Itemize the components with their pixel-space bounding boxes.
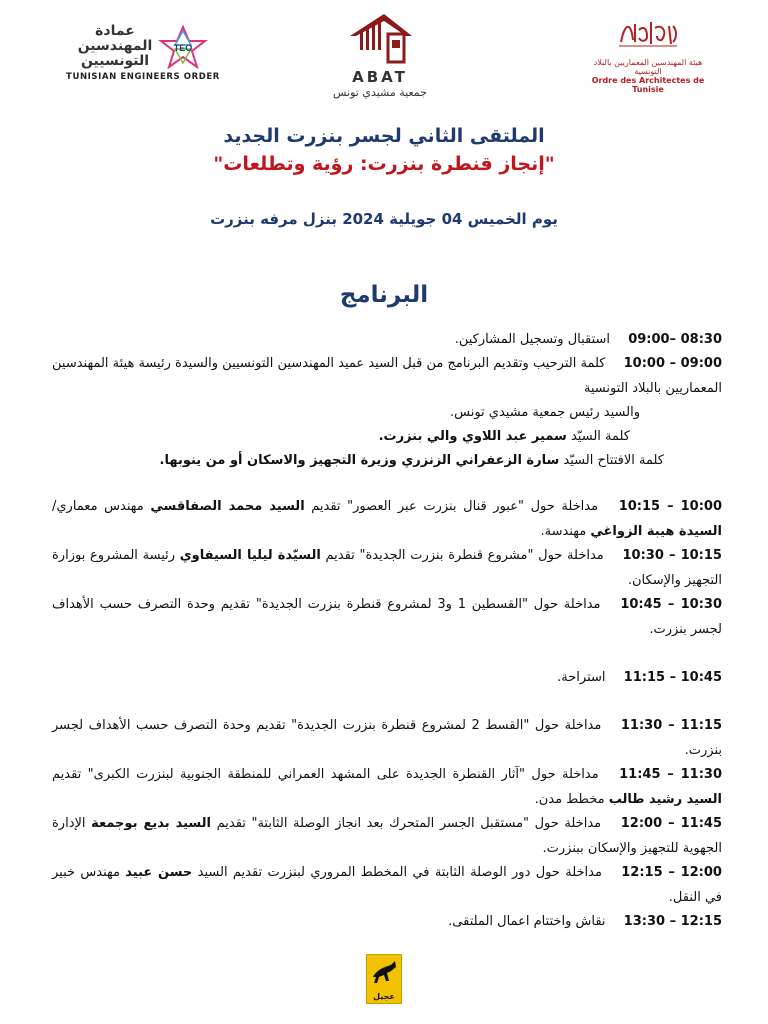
item-time: 11:15 – 11:30	[620, 718, 722, 733]
program-list	[52, 328, 722, 934]
program-item	[52, 666, 722, 690]
architects-calligraphy-icon	[613, 16, 683, 52]
item-text: الإدارة الجهوية للتجهيز والإسكان ببنزرت.	[52, 816, 722, 856]
architects-order-logo	[583, 16, 713, 94]
item-text: مهندس معماري/	[52, 499, 144, 514]
item-text: مداخلة حول دور الوصلة الثابتة في المخطط المروري لبنزرت تقديم السيد	[197, 865, 602, 880]
speaker-name: السيّدة ليليا السيفاوي	[179, 548, 321, 563]
teo-arabic-name: عمادة المهندسين التونسيين	[77, 23, 153, 69]
item-text: مهندسة.	[540, 523, 587, 539]
program-item	[52, 544, 722, 593]
program-item	[52, 812, 722, 861]
subline-text: كلمة الافتتاح السيّد	[563, 453, 664, 468]
item-time: 12:00 – 12:15	[621, 865, 722, 880]
subline-text: كلمة السيّد	[570, 429, 630, 444]
speaker-name: السيد رشيد طالب	[608, 791, 722, 807]
item-time: 12:15 – 13:30	[623, 914, 722, 929]
program-item	[52, 763, 722, 812]
architects-arabic-name: هيئة المهندسين المعماريين بالبلاد التونسية	[593, 58, 703, 76]
program-subline	[52, 449, 722, 473]
speaker-name: السيد محمد الصفاقسي	[150, 499, 305, 514]
house-icon	[340, 10, 420, 66]
item-time: 09:00 – 10:00	[623, 356, 722, 371]
program-subline: والسيد رئيس جمعية مشيدي تونس.	[450, 405, 640, 420]
item-time: 10:45 – 11:15	[623, 670, 722, 685]
item-text: نقاش واختتام اعمال الملتقى.	[448, 914, 606, 929]
speaker-name: سمير عبد اللاوي والي بنزرت.	[378, 429, 567, 444]
item-text: مداخلة حول "القسطين 1 و3 لمشروع قنطرة بنزرت الجديدة" تقديم وحدة التصرف حسب الأهداف لجسر بنزرت.	[52, 597, 722, 637]
program-item	[52, 495, 722, 544]
item-time: 10:00 – 10:15	[618, 499, 722, 514]
architects-french-name: Ordre des Architectes de Tunisie	[591, 76, 705, 94]
item-text: رئيسة المشروع بوزارة التجهيز والإسكان.	[52, 548, 722, 588]
program-item	[52, 593, 722, 642]
event-subtitle: "إنجاز قنطرة بنزرت: رؤية وتطلعات"	[213, 153, 555, 175]
event-titles	[0, 122, 768, 178]
program-item	[52, 352, 722, 401]
item-text: مهندس خبير في النقل.	[52, 865, 722, 905]
teo-star-icon	[158, 25, 208, 69]
program-subline	[52, 425, 722, 449]
speaker-name: السيد بديع بوجمعة	[91, 816, 211, 831]
item-text: مخطط مدن.	[534, 791, 605, 807]
item-text: مداخلة حول "عبور قنال بنزرت عبر العصور" تقديم	[311, 499, 599, 514]
teo-badge: TEO	[174, 42, 193, 53]
event-title: الملتقى الثاني لجسر بنزرت الجديد	[223, 125, 545, 147]
program-item	[52, 861, 722, 910]
speaker-name: سارة الزعفراني الزنزري وزيرة التجهيز والاسكان أو من ينوبها.	[159, 453, 560, 468]
item-text: مداخلة حول "القسط 2 لمشروع قنطرة بنزرت الجديدة" تقديم وحدة التصرف حسب الأهداف لجسر بنزرت.	[52, 718, 722, 758]
header-logos	[0, 10, 768, 105]
item-time: 10:30 – 10:45	[620, 597, 722, 612]
item-time: 08:30 –09:00	[628, 332, 722, 347]
item-time: 11:45 – 12:00	[620, 816, 722, 831]
abat-arabic-name: جمعية مشيدي تونس	[333, 86, 427, 99]
item-text: مداخلة حول "آثار القنطرة الجديدة على المشهد العمراني للمنطقة الجنوبية لبنزرت الكبرى" تقديم	[52, 767, 599, 782]
item-text: مداخلة حول "مستقبل الجسر المتحرك بعد انجاز الوصلة الثابتة" تقديم	[216, 816, 602, 831]
speaker-name: السيدة هيبة الزواغي	[590, 523, 722, 539]
item-text: استقبال وتسجيل المشاركين.	[454, 332, 611, 347]
teo-english-name: TUNISIAN ENGINEERS ORDER	[66, 72, 220, 82]
item-text: مداخلة حول "مشروع قنطرة بنزرت الجديدة" تقديم	[325, 548, 604, 563]
item-time: 11:30 – 11:45	[619, 767, 722, 782]
program-heading: البرنامج	[339, 282, 429, 308]
speaker-name: حسن عبيد	[125, 865, 193, 880]
program-item	[52, 328, 722, 352]
program-item	[52, 714, 722, 763]
item-time: 10:15 – 10:30	[622, 548, 722, 563]
program-item	[52, 910, 722, 934]
sponsor-name: عجيل	[373, 992, 395, 1001]
sponsor-logo	[366, 954, 402, 1004]
event-date: يوم الخميس 04 جويلية 2024 بنزل مرفه بنزرت	[210, 210, 558, 228]
item-text: كلمة الترحيب وتقديم البرنامج من قبل السيد عميد المهندسين التونسيين والسيدة رئيسة هيئة المهندسين المعماريين بالبلاد التونسية	[52, 356, 722, 396]
item-text: استراحة.	[557, 670, 606, 685]
tunisian-engineers-order-logo	[58, 24, 228, 82]
abat-logo	[325, 10, 435, 99]
abat-name: ABAT	[352, 68, 408, 86]
horse-icon	[367, 955, 401, 989]
